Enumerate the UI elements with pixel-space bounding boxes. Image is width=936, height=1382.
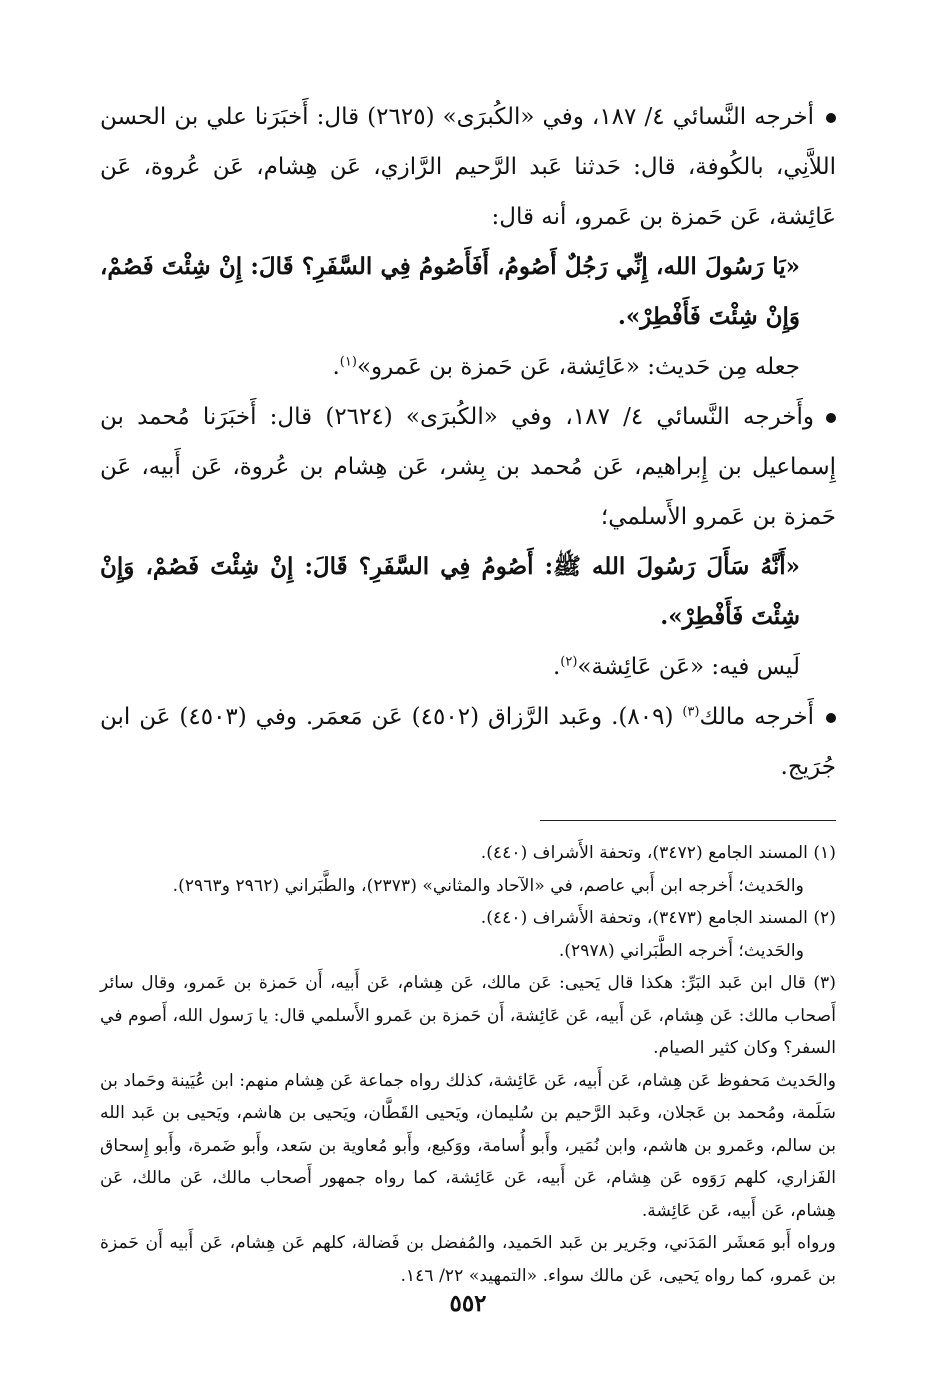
paragraph-2-text: جعله مِن حَديث: «عَائِشة، عَن حَمزة بن عَمرو» (356, 354, 800, 380)
footnote-2-continuation: والحَديث؛ أَخرجه الطَّبَراني (٢٩٧٨). (558, 940, 804, 961)
paragraph-2-end: . (332, 354, 340, 380)
hadith-quote-1: «يَا رَسُولَ الله، إِنِّي رَجُلٌ أَصُومُ، أَفَأَصُومُ فِي السَّفَرِ؟ قَالَ: إِنْ شِئْتَ فَصُمْ، وَإِنْ شِئْتَ فَأَفْطِرْ». (100, 253, 800, 330)
paragraph-4-end: . (552, 654, 561, 680)
bullet-icon (826, 113, 836, 123)
footnote-divider (540, 820, 836, 821)
main-text (100, 92, 836, 792)
paragraph-5-text-a: أَخرجه مالك (699, 704, 814, 730)
paragraph-3-text: وأَخرجه النَّسائي ٤/ ١٨٧، وفي «الكُبرَى» (٢٦٢٤) قال: أَخبَرَنا مُحمد بن إِسماعيل بن إِبراهيم، عَن مُحمد بن بِشر، عَن هِشام بن عُروة، عَن أَبيه، عَن حَمزة بن عَمرو الأَسلمي؛ (100, 404, 836, 530)
paragraph-4 (100, 642, 836, 692)
bullet-icon (826, 413, 836, 423)
paragraph-1-text: أخرجه النَّسائي ٤/ ١٨٧، وفي «الكُبرَى» (٢٦٢٥) قال: أَخبَرَنا علي بن الحسن اللاَّنِي، بالكُوفة، قال: حَدثنا عَبد الرَّحيم الرَّازي، عَن هِشام، عَن عُروة، عَن عَائِشة، عَن حَمزة بن عَمرو، أنه قال: (100, 104, 836, 230)
footnote-3: (٣) قال ابن عَبد البَرِّ: هكذا قال يَحيى: عَن مالك، عَن هِشام، عَن أَبيه، أَن حَمزة بن عَمرو، وقال سائر أَصحاب مالك: عَن هِشام، عَن أَبيه، عَن عَائِشة، أَن حَمزة بن عَمرو الأَسلمي قال: يا رَسول الله، أَصوم في السفر؟ وكان كثير الصيام. (100, 973, 836, 1058)
paragraph-5-text-b: (٨٠٩). وعَبد الرَّزاق (٤٥٠٢) عَن مَعمَر. وفي (٤٥٠٣) عَن ابن جُرَيج. (100, 704, 836, 780)
footnote-ref-3[interactable]: (٣) (682, 704, 700, 720)
hadith-quote-2: «أَنَّهُ سَأَلَ رَسُولَ الله ﷺ: أَصُومُ فِي السَّفَرِ؟ قَالَ: إِنْ شِئْتَ فَصُمْ، وَإِنْ شِئْتَ فَأَفْطِرْ». (100, 553, 800, 630)
paragraph-1 (100, 92, 836, 242)
paragraph-3 (100, 392, 836, 542)
footnote-ref-1[interactable]: (١) (339, 354, 357, 370)
paragraph-4-text: لَيس فيه: «عَن عَائِشة» (577, 654, 800, 680)
page-number: ٥٥٢ (449, 1290, 487, 1317)
paragraph-5 (100, 692, 836, 792)
footnote-3-continuation-1: والحَديث مَحفوظ عَن هِشام، عَن أَبيه، عَن عَائِشة، كذلك رواه جماعة عَن هِشام منهم: ابن عُيَينة وحَماد بن سَلَمة، ومُحمد بن عَجلان، وعَبد الرَّحيم بن سُليمان، ويَحيى القَطَّان، ويَحيى بن هاشم، ويَحيى بن عَبد الله بن سالم، وعَمرو بن هاشم، وابن نُمَير، وأَبو أُسامة، ووَكيع، وأَبو مُعاوية بن سَعد، وأَبو ضَمرة، وأَبو إِسحاق الفَزاري، كلهم رَوَوه عَن هِشام، عَن أَبيه، عَن عَائِشة، كما رواه جمهور أَصحاب مالك، عَن مالك، عَن هِشام، عَن أَبيه، عَن عَائِشة. (100, 1070, 836, 1221)
footnotes (100, 837, 836, 1292)
paragraph-2 (100, 342, 836, 392)
footnote-1-continuation: والحَديث؛ أَخرجه ابن أَبي عاصم، في «الآحاد والمثاني» (٢٣٧٣)، والطَّبَراني (٢٩٦٢ و٢٩٦٣). (172, 875, 804, 896)
footnote-ref-2[interactable]: (٢) (560, 654, 578, 670)
footnote-3-continuation-2: ورواه أَبو مَعشَر المَدَني، وجَرير بن عَبد الحَميد، والمُفضل بن فَضالة، كلهم عَن هِشام، عَن أَبيه أَن حَمزة بن عَمرو، كما رواه يَحيى، عَن مالك سواء. «التمهيد» ٢٢/ ١٤٦. (100, 1233, 836, 1286)
footnote-2: (٢) المسند الجامع (٣٤٧٣)، وتحفة الأَشراف (٤٤٠). (480, 908, 836, 928)
bullet-icon (826, 713, 836, 723)
footnote-1: (١) المسند الجامع (٣٤٧٢)، وتحفة الأَشراف (٤٤٠). (480, 843, 836, 863)
